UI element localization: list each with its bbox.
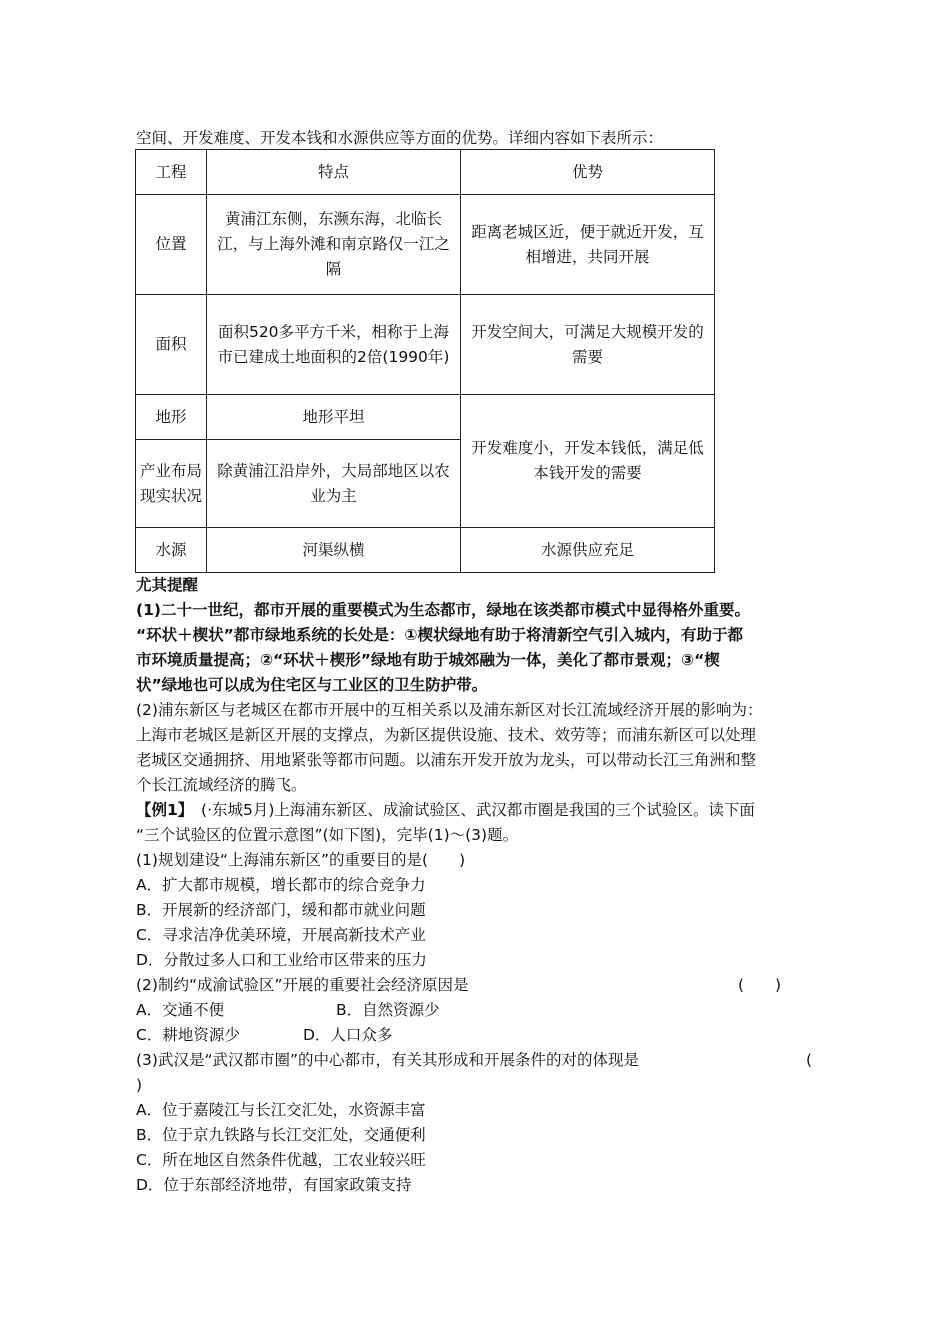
cell-line: 业为主 <box>310 486 357 505</box>
q2-option: D．人口众多 <box>303 1026 393 1044</box>
feature-cell <box>207 195 461 295</box>
feature-cell <box>207 528 461 573</box>
q3-option: D．位于东部经济地带，有国家政策支持 <box>136 1176 412 1194</box>
cell-line: 本钱开发的需要 <box>533 464 642 482</box>
question-3: (3)武汉是“武汉都市圈”的中心都市，有关其形成和开展条件的对的体现是 <box>136 1051 640 1069</box>
q3-answer-paren-close: ) <box>136 1076 143 1094</box>
q3-option: C．所在地区自然条件优越，工农业较兴旺 <box>136 1151 426 1169</box>
q1-option: D．分散过多人口和工业给市区带来的压力 <box>136 951 427 969</box>
row-name-cell <box>136 440 207 528</box>
cell-line: 江，与上海外滩和南京路仅一江之 <box>217 235 450 253</box>
q2-option: A．交通不便 <box>136 1001 225 1019</box>
header-cell: 特点 <box>207 150 461 195</box>
question-1: (1)规划建设“上海浦东新区”的重要目的是( ) <box>136 851 466 869</box>
tips-p2-line: 上海市老城区是新区开展的支撑点，为新区提供设施、技术、效劳等；而浦东新区可以处理 <box>136 726 757 744</box>
header-cell: 优势 <box>461 150 715 195</box>
cell-line: 隔 <box>325 260 342 278</box>
advantage-cell <box>461 195 715 295</box>
tips-p2-line: 老城区交通拥挤、用地紧张等都市问题。以浦东开发开放为龙头，可以带动长江三角洲和整 <box>136 751 757 769</box>
cell-line: 相增进，共同开展 <box>525 247 650 266</box>
cell-line: 地形平坦 <box>302 407 365 426</box>
q1-option: C．寻求洁净优美环境，开展高新技术产业 <box>136 926 426 944</box>
tips-p1-line: 市环境质量提高；②“环状＋楔形”绿地有助于城郊融为一体，美化了都市景观；③“楔 <box>136 651 720 669</box>
tips-p1-line: “环状＋楔状”都市绿地系统的长处是：①楔状绿地有助于将清新空气引入城内，有助于都 <box>136 626 744 644</box>
tips-p1-line: (1)二十一世纪，都市开展的重要模式为生态都市，绿地在该类都市模式中显得格外重要。 <box>136 601 750 619</box>
q2-option: C．耕地资源少 <box>136 1026 240 1044</box>
q1-option: B．开展新的经济部门，缓和都市就业问题 <box>136 901 426 919</box>
row-name-cell: 地形 <box>136 395 207 440</box>
cell-line: 开发空间大，可满足大规模开发的 <box>471 322 704 341</box>
q3-answer-paren-open: ( <box>806 1051 813 1069</box>
advantage-cell <box>461 295 715 395</box>
merged-advantage-cell <box>461 395 715 528</box>
q1-option: A．扩大都市规模，增长都市的综合竞争力 <box>136 876 426 894</box>
table-header-row <box>136 150 715 195</box>
tips-title: 尤其提醒 <box>136 576 199 594</box>
feature-cell <box>207 395 461 440</box>
cell-line: 现实状况 <box>139 486 202 505</box>
example-heading <box>136 798 755 823</box>
table-row <box>136 295 715 395</box>
cell-line: 开发难度小，开发本钱低，满足低 <box>471 439 704 457</box>
features-table <box>135 149 715 573</box>
row-name-cell: 位置 <box>136 195 207 295</box>
feature-cell <box>207 440 461 528</box>
tips-p2-line: 个长江流域经济的腾飞。 <box>136 776 307 794</box>
cell-line: 除黄浦江沿岸外，大局部地区以农 <box>217 461 450 480</box>
cell-line: 面积520多平方千米，相称于上海 <box>217 322 450 341</box>
cell-line: 水源供应充足 <box>540 540 634 559</box>
cell-line: 黄浦江东侧，东濒东海，北临长 <box>224 210 442 228</box>
example-label: 【例1】 <box>136 801 186 819</box>
example-intro: (·东城5月)上海浦东新区、成渝试验区、武汉都市圈是我国的三个试验区。读下面 <box>185 801 755 819</box>
q2-option: B．自然资源少 <box>336 1001 440 1019</box>
advantage-cell <box>461 528 715 573</box>
cell-line: 距离老城区近，便于就近开发，互 <box>471 222 704 241</box>
cell-line: 需要 <box>571 347 603 366</box>
row-name-cell: 面积 <box>136 295 207 395</box>
question-2: (2)制约“成渝试验区”开展的重要社会经济原因是 <box>136 976 469 994</box>
cell-line: 河渠纵横 <box>302 540 365 559</box>
header-cell: 工程 <box>136 150 207 195</box>
q3-option: B．位于京九铁路与长江交汇处，交通便利 <box>136 1126 426 1144</box>
table-row <box>136 395 715 440</box>
table-row <box>136 195 715 295</box>
row-name-cell: 水源 <box>136 528 207 573</box>
tips-p2-line: (2)浦东新区与老城区在都市开展中的互相关系以及浦东新区对长江流域经济开展的影响为： <box>136 701 763 719</box>
example-intro-line: “三个试验区的位置示意图”(如下图)，完毕(1)～(3)题。 <box>136 826 519 844</box>
feature-cell <box>207 295 461 395</box>
cell-line: 产业布局 <box>139 461 202 480</box>
cell-line: 市已建成土地面积的2倍(1990年) <box>217 347 450 366</box>
q3-option: A．位于嘉陵江与长江交汇处，水资源丰富 <box>136 1101 426 1119</box>
intro-text: 空间、开发难度、开发本钱和水源供应等方面的优势。详细内容如下表所示： <box>136 129 664 147</box>
table-row <box>136 528 715 573</box>
q2-answer-paren: ( ) <box>738 976 782 994</box>
tips-p1-line: 状”绿地也可以成为住宅区与工业区的卫生防护带。 <box>136 676 488 694</box>
